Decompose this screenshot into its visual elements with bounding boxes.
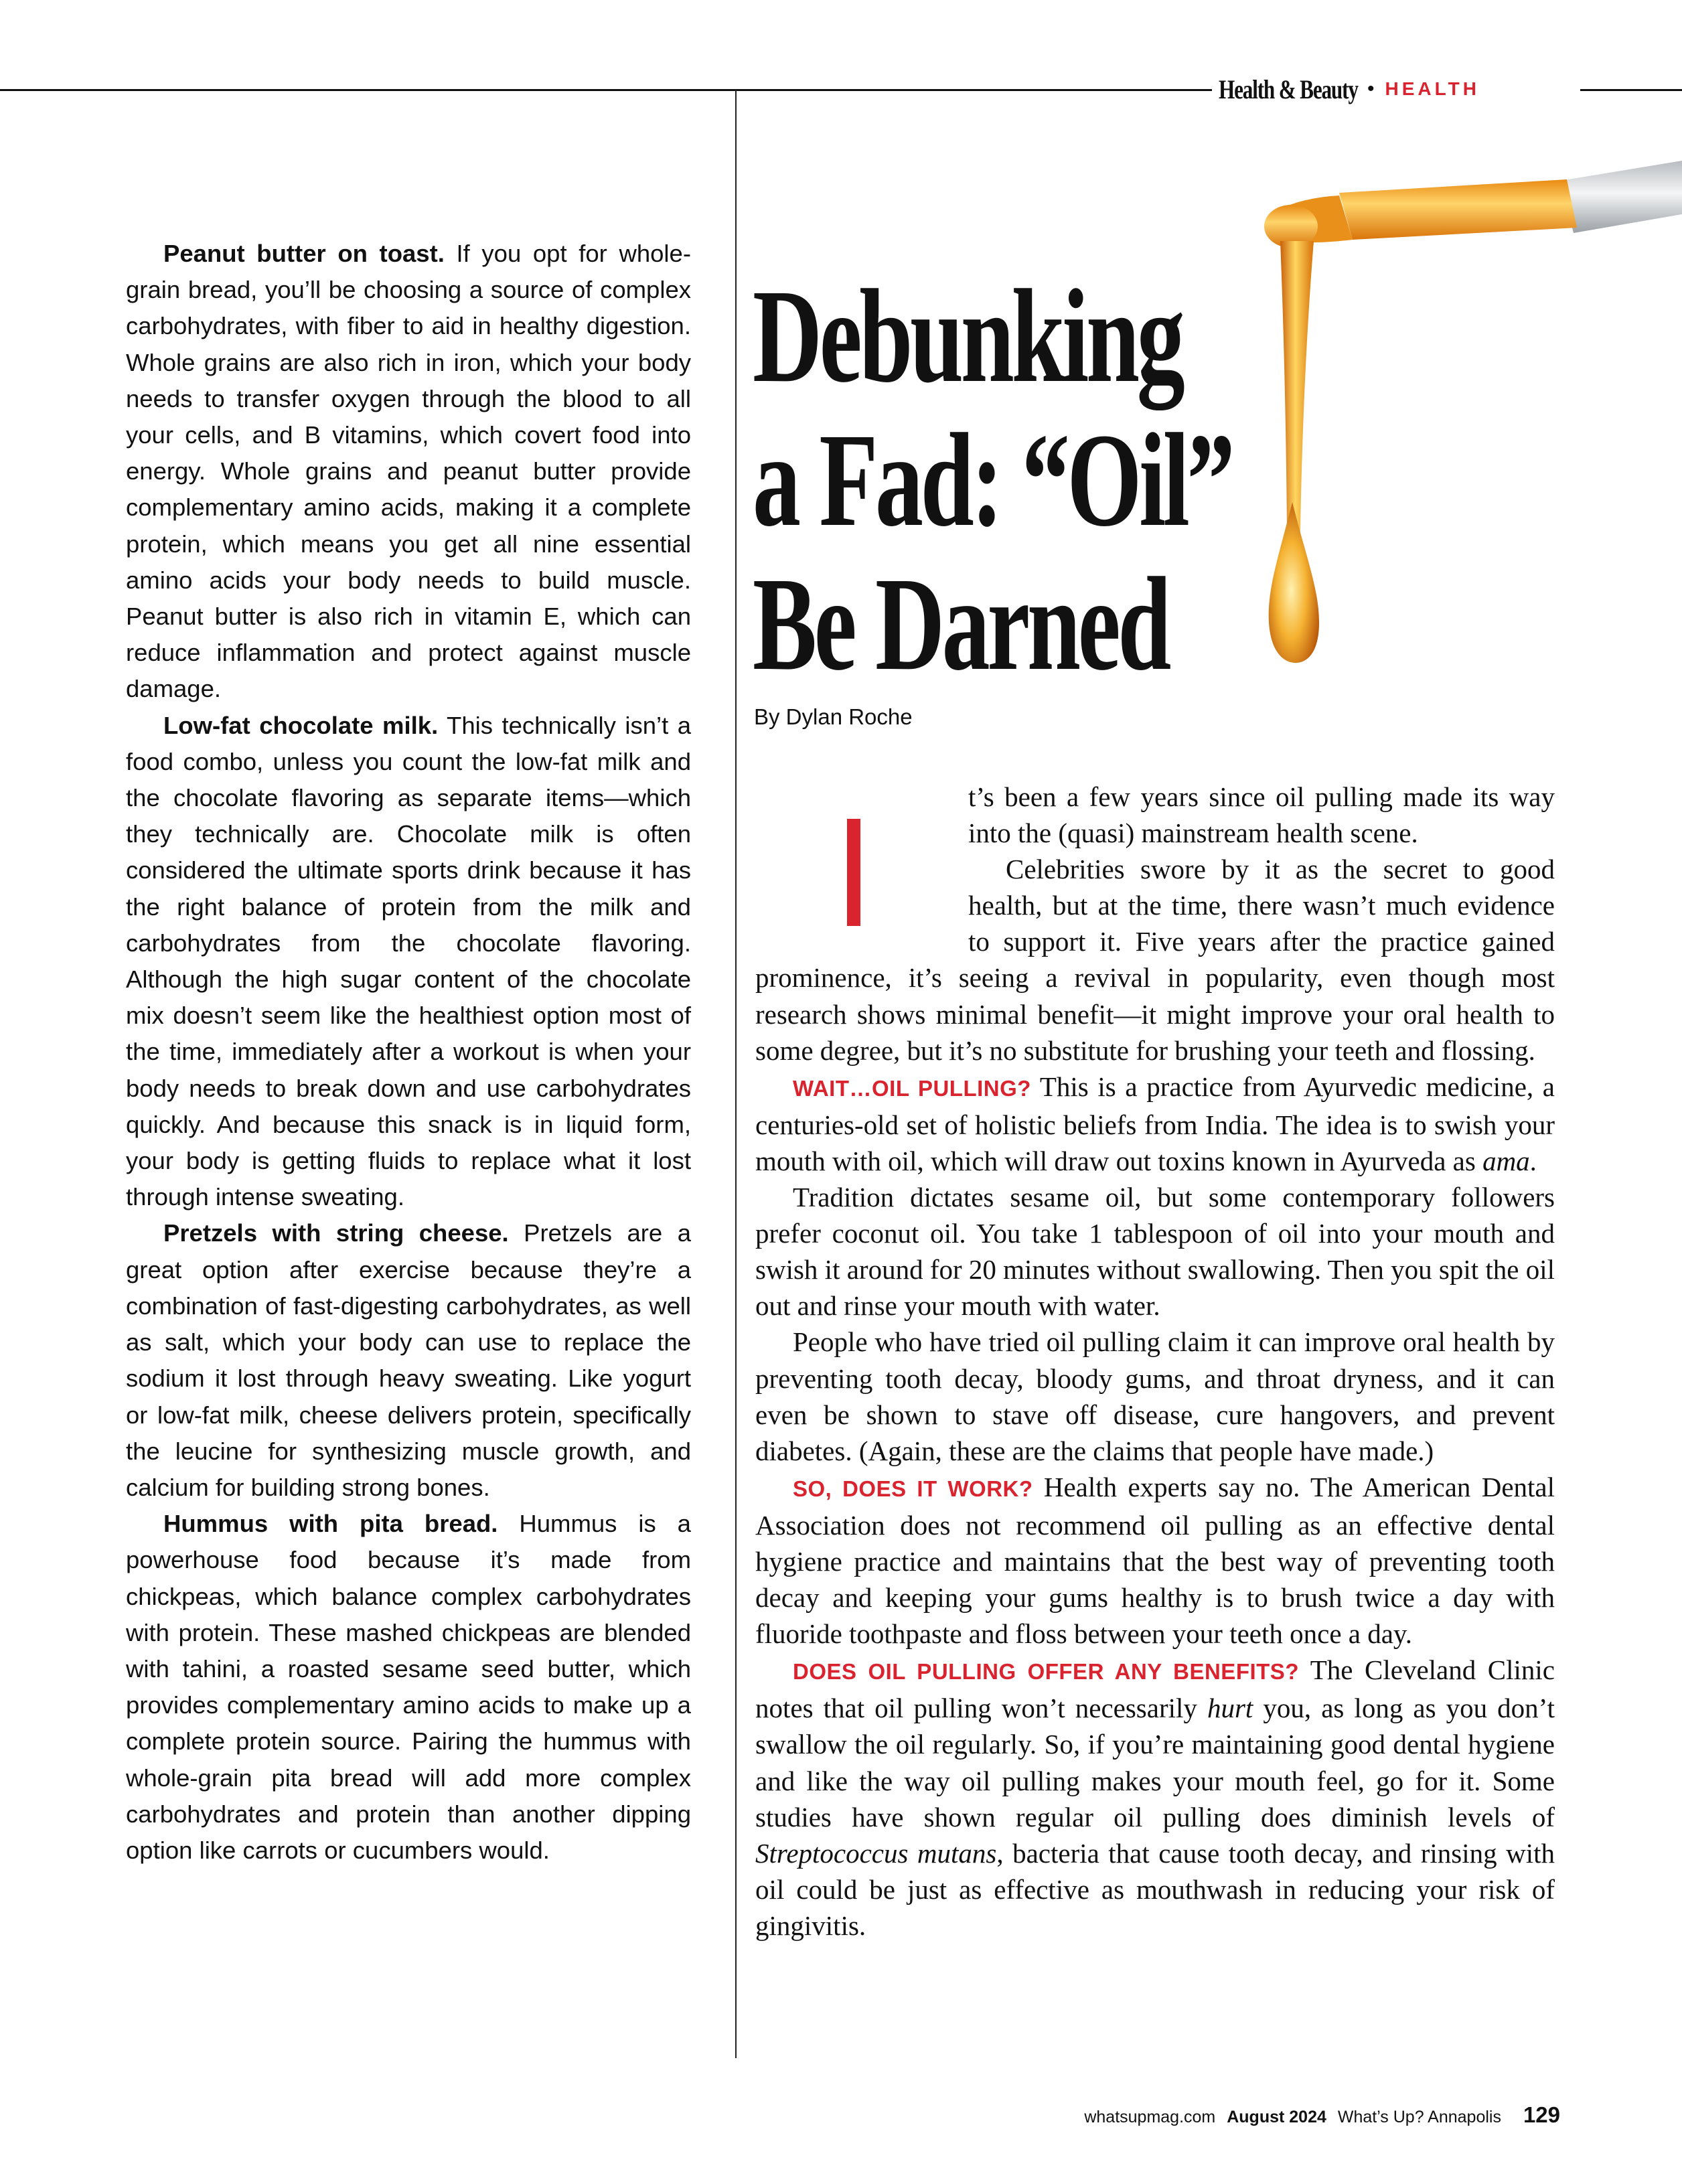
italic-term: hurt xyxy=(1207,1693,1253,1724)
paragraph-text: The Cleveland Clinic notes that oil pulling won’t necessarily xyxy=(755,1654,1555,1724)
headline-line: Debunking xyxy=(753,262,1182,410)
section-wait-oil-pulling xyxy=(755,1069,1555,1179)
italic-term: Streptococcus mutans xyxy=(755,1837,997,1869)
separator-dot: • xyxy=(1367,78,1375,100)
subsection-label: HEALTH xyxy=(1385,78,1480,99)
paragraph-text: This technically isn’t a food combo, unless you count the low-fat milk and the chocolate flavoring as separate items—which they technically are. Chocolate milk is often considered the ultimate sports drink because it has the right balance of protein from the milk and carbohydrates from the chocolate flavoring. Although the high sugar content of the chocolate mix doesn’t seem like the healthiest option most of the time, immediately after a workout is when your body needs to break down and use carbohydrates quickly. And because this snack is in liquid form, your body is getting fluids to replace what it lost through intense sweating. xyxy=(126,711,691,1211)
paragraph-text: Celebrities swore by it as the secret to good health, but at the time, there wasn’t much evidence to support it. Five years after the practice gained prominence, it’s seeing a revival in popularity, even though most research shows minimal benefit—it might improve your oral health to some degree, but it’s no substitute for brushing your teeth and flossing. xyxy=(755,854,1555,1066)
column-divider xyxy=(735,90,737,2058)
paragraph-text: . xyxy=(1529,1145,1537,1176)
section-kicker: WAIT…OIL PULLING? xyxy=(793,1075,1031,1101)
oil-dropper-illustration xyxy=(1239,154,1682,730)
footer-publication: What’s Up? Annapolis xyxy=(1337,2108,1501,2126)
section-does-it-work xyxy=(755,1469,1555,1652)
headline-line: a Fad: “Oil” xyxy=(753,406,1233,554)
lead-in: Pretzels with string cheese. xyxy=(163,1219,509,1247)
italic-term: ama xyxy=(1482,1145,1530,1176)
paragraph-hummus xyxy=(126,1506,691,1869)
oil-drip-icon xyxy=(1280,241,1314,562)
oil-drop-icon xyxy=(1269,502,1319,663)
section-title: Health & Beauty xyxy=(1219,74,1358,104)
drop-cap-letter-i xyxy=(847,819,860,926)
page-number: 129 xyxy=(1523,2102,1560,2127)
byline: By Dylan Roche xyxy=(754,704,913,729)
paragraph-text: If you opt for whole-grain bread, you’ll be choosing a source of complex carbohydrates, with fiber to aid in healthy digestion. Whole grains are also rich in iron, which your body needs to transfer oxygen through the blood to all your cells, and B vitamins, which covert food into energy. Whole grains and peanut butter provide complementary amino acids, making it a complete protein, which means you get all nine essential amino acids your body needs to build muscle. Peanut butter is also rich in vitamin E, which can reduce inflammation and protect against muscle damage. xyxy=(126,240,691,703)
section-kicker: SO, DOES IT WORK? xyxy=(793,1476,1033,1501)
drop-cap xyxy=(755,779,968,959)
paragraph-pretzels xyxy=(126,1215,691,1506)
paragraph-text: Pretzels are a great option after exercise because they’re a combination of fast-digesting carbohydrates, as well as salt, which your body can use to replace the sodium it lost through heavy sweating. Like yogurt or low-fat milk, cheese delivers protein, specifically the leucine for synthesizing muscle growth, and calcium for building strong bones. xyxy=(126,1219,691,1501)
dropper-oil-tube-icon xyxy=(1264,179,1577,248)
article-body xyxy=(755,779,1555,1944)
paragraph-peanut-butter xyxy=(126,236,691,708)
footer-website: whatsupmag.com xyxy=(1084,2108,1216,2126)
header-rule-right xyxy=(1580,89,1682,91)
paragraph-text: you, as long as you don’t swallow the oil regularly. So, if you’re maintaining good dental hygiene and like the way oil pulling makes your mouth feel, go for it. Some studies have shown regular oil pulling does diminish levels of xyxy=(755,1693,1555,1832)
paragraph-chocolate-milk xyxy=(126,708,691,1216)
paragraph-claims xyxy=(755,1324,1555,1468)
paragraph-text: , bacteria that cause tooth decay, and rinsing with oil could be just as effective as mouthwash in reducing your risk of gingivitis. xyxy=(755,1837,1555,1941)
page-footer xyxy=(1004,2102,1560,2128)
paragraph-text: This is a practice from Ayurvedic medicine, a centuries-old set of holistic beliefs from India. The idea is to swish your mouth with oil, which will draw out toxins known in Ayurveda as xyxy=(755,1071,1555,1176)
article-headline xyxy=(753,264,1262,696)
section-kicker: DOES OIL PULLING OFFER ANY BENEFITS? xyxy=(793,1659,1299,1685)
lead-in: Hummus with pita bread. xyxy=(163,1510,498,1538)
paragraph-text: People who have tried oil pulling claim it can improve oral health by preventing tooth decay, bloody gums, and throat dryness, and it can even be shown to stave off disease, cure hangovers, and prevent diabetes. (Again, these are the claims that people have made.) xyxy=(755,1326,1555,1466)
header-rule-left xyxy=(0,89,1212,91)
section-benefits xyxy=(755,1652,1555,1944)
paragraph-text: Health experts say no. The American Dental Association does not recommend oil pulling as an effective dental hygiene practice and maintains that the best way of preventing tooth decay and keeping your gums healthy is to brush twice a day with fluoride toothpaste and floss between your teeth once a day. xyxy=(755,1471,1555,1650)
dropper-glass-icon xyxy=(1560,161,1682,233)
paragraph-text: Tradition dictates sesame oil, but some contemporary followers prefer coconut oil. You take 1 tablespoon of oil into your mouth and swish it around for 20 minutes without swallowing. Then you spit the oil out and rinse your mouth with water. xyxy=(755,1182,1555,1322)
headline-line: Be Darned xyxy=(753,550,1169,698)
running-head xyxy=(1219,71,1480,107)
left-column xyxy=(126,236,691,1869)
paragraph-text: t’s been a few years since oil pulling made its way into the (quasi) mainstream health scene. xyxy=(968,781,1555,849)
lead-in: Low-fat chocolate milk. xyxy=(163,711,439,739)
paragraph-text: Hummus is a powerhouse food because it’s made from chickpeas, which balance complex carbohydrates with protein. These mashed chickpeas are blended with tahini, a roasted sesame seed butter, which provides complementary amino acids to make up a complete protein source. Pairing the hummus with whole-grain pita bread will add more complex carbohydrates and protein than another dipping option like carrots or cucumbers would. xyxy=(126,1510,691,1864)
footer-issue: August 2024 xyxy=(1227,2108,1326,2126)
paragraph-tradition xyxy=(755,1179,1555,1324)
lead-in: Peanut butter on toast. xyxy=(163,240,445,267)
